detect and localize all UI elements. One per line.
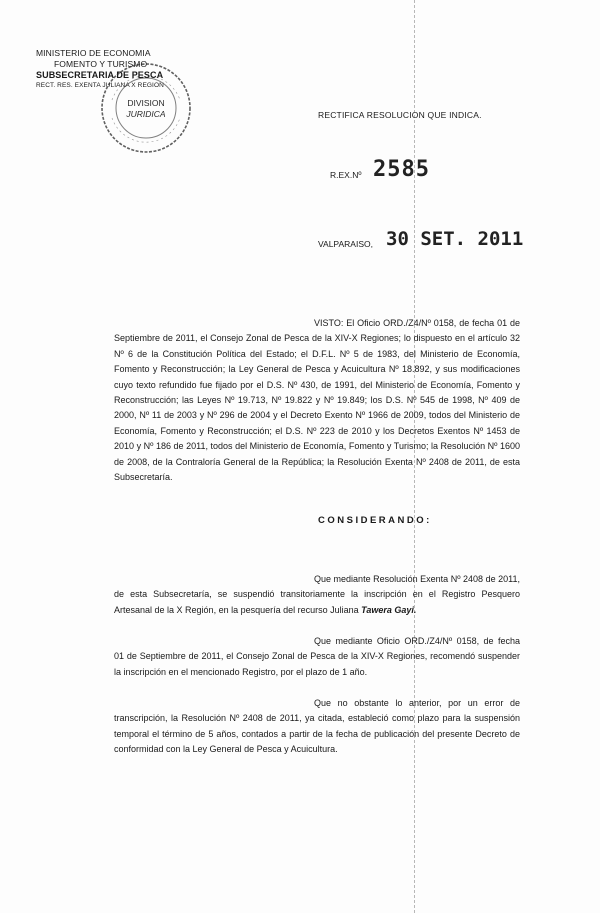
stamp-text-division: DIVISION: [127, 98, 165, 108]
stamp-text-juridica: JURIDICA: [126, 109, 166, 119]
issue-city: VALPARAISO,: [318, 239, 373, 249]
considerando-paragraph-3: Que no obstante lo anterior, por un error de transcripción, la Resolución Nº 2408 de 2011, ya citada, estableció como plazo para la suspensión temporal el término de 5 años, contados a partir de la fecha de publicación del presente Decreto de conformidad con la Ley General de Pesca y Acuicultura.: [114, 698, 520, 755]
division-juridica-stamp: [98, 60, 194, 156]
species-name: Tawera Gayi.: [361, 604, 417, 615]
considerando-heading: CONSIDERANDO:: [318, 515, 432, 526]
resolution-number: 2585: [373, 157, 430, 182]
subsecretaria-name: SUBSECRETARIA DE PESCA: [36, 70, 164, 80]
ministry-name: MINISTERIO DE ECONOMIA: [36, 48, 151, 58]
document-subject: RECTIFICA RESOLUCION QUE INDICA.: [318, 110, 482, 120]
visto-paragraph: VISTO: El Oficio ORD./Z4/Nº 0158, de fecha 01 de Septiembre de 2011, el Consejo Zonal de Pesca de la XIV-X Regiones; lo dispuesto en el artículo 32 Nº 6 de la Constitución Política del Estado; el D.F.L. Nº 5 de 1983, del Ministerio de Economía, Fomento y Reconstrucción; la Ley General de Pesca y Acuicultura Nº 18.892, y sus modificaciones cuyo texto refundido fue fijado por el D.S. Nº 430, de 1991, del Ministerio de Economía, Fomento y Reconstrucción; las Leyes Nº 19.713, Nº 19.822 y Nº 19.849; los D.S. Nº 545 de 1998, Nº 409 de 2000, Nº 11 de 2003 y Nº 296 de 2004 y el Decreto Exento Nº 1966 de 2009, todos del Ministerio de Economía, Fomento y Reconstrucción; el D.S. Nº 223 de 2010 y los Decretos Exentos Nº 1453 de 2010 y Nº 186 de 2011, todos del Ministerio de Economía, Fomento y Turismo; la Resolución Nº 1600 de 2008, de la Contraloría General de la República; la Resolución Exenta Nº 2408 de 2011, de esta Subsecretaría.: [114, 318, 520, 483]
document-reference: RECT. RES. EXENTA JULIANA X REGION: [36, 82, 164, 89]
resolution-label: R.EX.Nº: [330, 170, 362, 180]
considerando-1-text: Que mediante Resolución Exenta Nº 2408 de 2011, de esta Subsecretaría, se suspendió transitoriamente la inscripción en el Registro Pesquero Artesanal de la X Región, en la pesquería del recurso Juliana: [114, 574, 520, 615]
issue-date: 30 SET. 2011: [386, 228, 524, 250]
considerando-paragraph-2: Que mediante Oficio ORD./Z4/Nº 0158, de fecha 01 de Septiembre de 2011, el Consejo Zonal de Pesca de la XIV-X Regiones, recomendó suspender la inscripción en el mencionado Registro, por el plazo de 1 año.: [114, 636, 520, 677]
ministry-subtitle: FOMENTO Y TURISMO: [54, 59, 148, 69]
considerando-paragraph-1: [114, 572, 520, 618]
